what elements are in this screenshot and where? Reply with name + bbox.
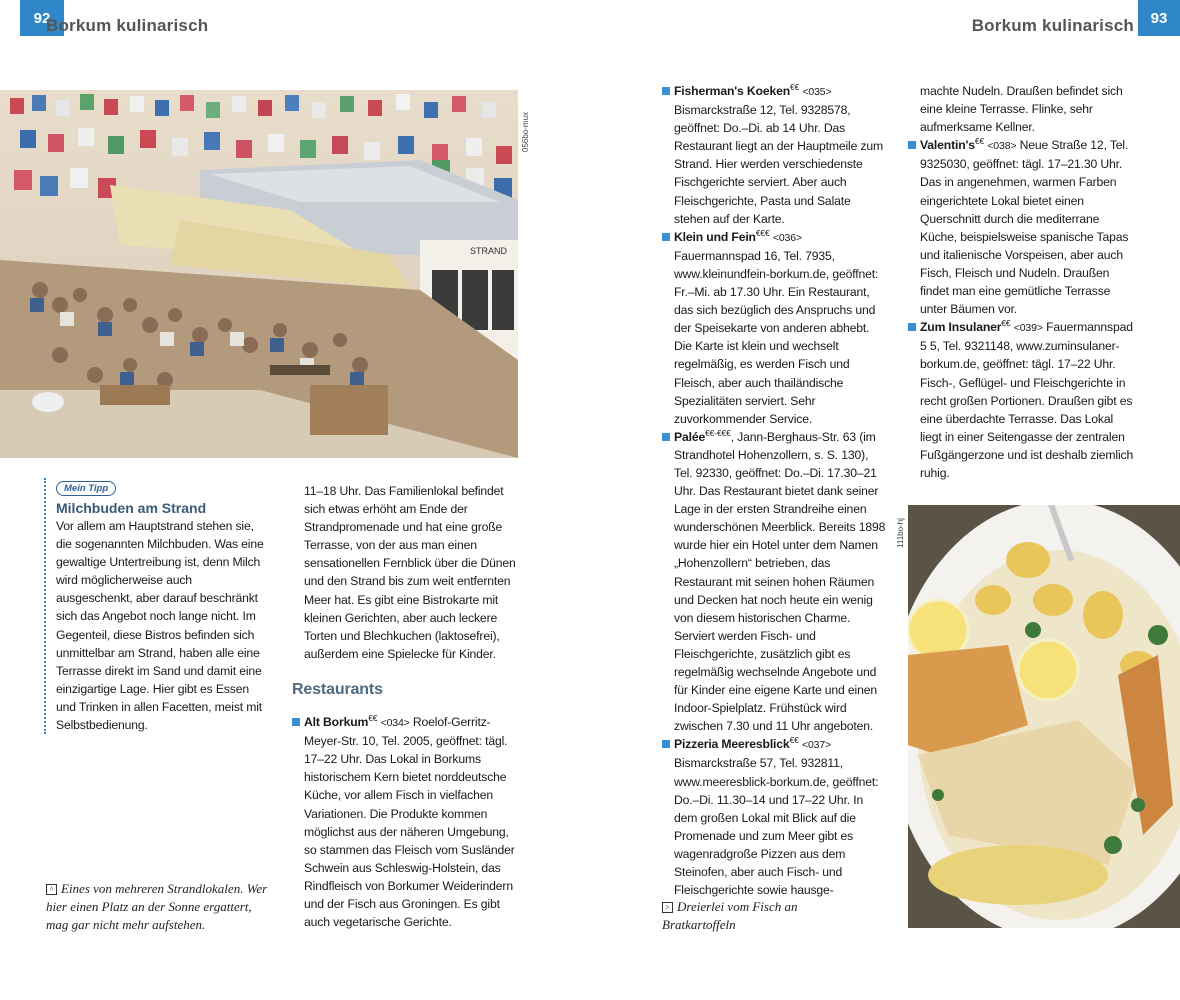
bullet-square-icon bbox=[292, 718, 300, 726]
map-code: <036> bbox=[772, 231, 802, 244]
restaurant-entry bbox=[908, 136, 1134, 318]
beach-caption bbox=[46, 880, 268, 934]
food-caption-text: Dreierlei vom Fisch an Bratkartoffeln bbox=[662, 899, 798, 932]
tip-title: Milchbuden am Strand bbox=[56, 500, 207, 516]
restaurant-entry bbox=[662, 428, 888, 736]
pizzeria-continued-text: machte Nudeln. Draußen befindet sich eine kleine Terrasse. Flinke, sehr aufmerksame Kellner. bbox=[920, 84, 1123, 135]
tip-badge: Mein Tipp bbox=[56, 481, 116, 496]
beach-photo-credit: 056bo-mux bbox=[521, 111, 530, 152]
map-code: <035> bbox=[802, 86, 832, 98]
caption-right-arrow-icon: > bbox=[662, 902, 673, 913]
restaurant-text: Fauermannspad 5 5, Tel. 9321148, www.zuminsulaner-borkum.de, geöffnet: tägl. 17–22 Uhr. Fisch-, Geflügel- und Fleischgerichte in recht großen Portionen. Draußen gibt es eine überdachte Terrasse. Das Lokal liegt in einer Seitengasse der zentralen Fußgängerzone und ist deshalb ziemlich ruhig. bbox=[920, 320, 1134, 480]
beach-photo bbox=[0, 90, 518, 458]
restaurant-name: Valentin's bbox=[920, 138, 975, 153]
tip-text: Vor allem am Hauptstrand stehen sie, die sogenannten Milchbuden. Was eine gewaltige Untertreibung ist, denn Milch wird möglicherweise auch ausgeschenkt, aber darauf beschränkt sich das Angebot noch lange nicht. Im Gegenteil, diese Bistros befinden sich unmittelbar am Strand, haben alle eine Terrasse direkt im Sand und damit eine einzigartige Lage. Hier gibt es Essen und Trinken in allen Facetten, meist mit Selbstbedienung. bbox=[56, 519, 264, 733]
restaurant-entry bbox=[662, 82, 888, 228]
restaurant-text: Bismarckstraße 57, Tel. 932811, www.meeresblick-borkum.de, geöffnet: Do.–Di. 11.30–14 und 17–22 Uhr. In dem großen Lokal mit Blick auf die Promenade und zum Meer gibt es wagenradgroße Pizzen aus dem Steinofen, aber auch Fisch- und Fleischgerichte sowie hausge- bbox=[674, 756, 879, 898]
restaurant-entry bbox=[662, 228, 888, 428]
right-page-number: 93 bbox=[1138, 0, 1180, 36]
restaurant-text: Fauermannspad 16, Tel. 7935, www.kleinundfein-borkum.de, geöffnet: Fr.–Mi. ab 17.30 Uhr. Ein Restaurant, das sich bezüglich des Anspruchs und der Speisekarte von anderen abhebt. Die Karte ist klein und wechselt regelmäßig, es werden Fisch und Fleisch, aber auch thailändische Spezialitäten serviert. Sehr zuvorkommender Service. bbox=[674, 248, 879, 426]
restaurant-text: , Jann-Berghaus-Str. 63 (im Strandhotel Hohenzollern, s. S. 130), Tel. 92330, geöffnet: Do.–Di. 17.30–21 Uhr. Das Restaurant bietet dank seiner Lage in der ersten Strandreihe einen wunderschönen Meerblick. Bereits 1898 wurde hier ein Hotel unter dem Namen „Hohenzollern“ betrieben, das Restaurant mit seinen hohen Räumen und Decken hat noch heute ein wenig von diesem historischen Charme. Serviert werden Fisch- und Fleischgerichte, zusätzlich gibt es regelmäßig wechselnde Angebote und für Kinder eine eigene Karte und einen Indoor-Spielplatz. Frühstück wird zwischen 7.30 und 11 Uhr angeboten. bbox=[674, 429, 886, 734]
restaurant-text: Bismarckstraße 12, Tel. 9328578, geöffnet: Do.–Di. ab 14 Uhr. Das Restaurant liegt an der Hauptmeile zum Strand. Hier werden verschiedenste Fischgerichte serviert. Aber auch Fleischgerichte, Pasta und Salate stehen auf der Karte. bbox=[674, 103, 884, 226]
right-running-head: Borkum kulinarisch bbox=[971, 16, 1134, 35]
tip-box bbox=[44, 478, 266, 734]
price-indicator: €€ bbox=[1001, 318, 1011, 329]
restaurant-name: Pizzeria Meeresblick bbox=[674, 737, 790, 752]
price-indicator: €€ bbox=[790, 81, 800, 92]
section-title-restaurants: Restaurants bbox=[292, 680, 383, 698]
bullet-square-icon bbox=[908, 323, 916, 331]
column-3 bbox=[662, 82, 888, 899]
price-indicator: €€-€€€ bbox=[705, 427, 731, 438]
beach-sign-text: STRAND bbox=[470, 246, 508, 256]
restaurant-text: Roelof-Gerritz-Meyer-Str. 10, Tel. 2005, geöffnet: tägl. 17–22 Uhr. Das Lokal in Borkums historischem Kern bietet norddeutsche Küche, vor allem Fisch in vielfachen Variationen. Die Produkte kommen möglichst aus der näheren Umgebung, so stammen das Fleisch vom Susländer Schwein aus Schleswig-Holstein, das Rindfleisch von Borkumer Weiderindern und der Fisch aus Groningen. Es gibt auch vegetarische Gerichte. bbox=[304, 715, 515, 930]
left-page-number: 92 bbox=[20, 0, 64, 36]
food-photo-credit: 111bo-hj bbox=[896, 518, 905, 548]
restaurant-name: Zum Insulaner bbox=[920, 320, 1002, 335]
bullet-square-icon bbox=[662, 87, 670, 95]
bullet-square-icon bbox=[662, 740, 670, 748]
map-code: <039> bbox=[1013, 322, 1043, 335]
restaurant-name: Fisherman's Koeken bbox=[674, 84, 791, 98]
bullet-square-icon bbox=[662, 433, 670, 441]
restaurant-name: Klein und Fein bbox=[674, 229, 756, 244]
column-2 bbox=[292, 482, 518, 931]
restaurant-entry bbox=[292, 713, 518, 931]
price-indicator: €€ bbox=[974, 136, 985, 147]
map-code: <034> bbox=[380, 717, 410, 730]
family-lokal-text: 11–18 Uhr. Das Familienlokal befindet sich etwas erhöht am Ende der Strandpromenade und hat eine große Terrasse, von der aus man einen sensationellen Fernblick über die Dünen und den Strand bis zum weit entfernten Meer hat. Es gibt eine Bistrokarte mit kleinen Gerichten, aber auch leckere Torten und Blechkuchen (laktosefrei), außerdem eine Spielecke für Kinder. bbox=[304, 484, 516, 661]
beach-caption-text: Eines von mehreren Strandlokalen. Wer hier einen Platz an der Sonne ergattert, mag gar nicht mehr aufstehen. bbox=[46, 881, 268, 932]
food-photo bbox=[908, 505, 1180, 928]
bullet-square-icon bbox=[908, 141, 916, 149]
caption-up-arrow-icon: ^ bbox=[46, 884, 57, 895]
food-caption bbox=[662, 898, 862, 934]
restaurant-name: Alt Borkum bbox=[304, 715, 369, 730]
restaurant-entry bbox=[908, 318, 1134, 482]
column-4 bbox=[908, 82, 1134, 482]
price-indicator: €€ bbox=[368, 712, 378, 723]
restaurant-name: Paléе bbox=[674, 429, 706, 444]
restaurant-entry bbox=[662, 735, 888, 899]
map-code: <037> bbox=[801, 739, 832, 752]
price-indicator: €€ bbox=[789, 735, 799, 746]
left-running-head: Borkum kulinarisch bbox=[46, 16, 209, 35]
price-indicator: €€€ bbox=[755, 227, 770, 238]
bullet-square-icon bbox=[662, 233, 670, 241]
restaurant-text: Neue Straße 12, Tel. 9325030, geöffnet: tägl. 17–21.30 Uhr. Das in angenehmen, warmen Farben eingerichtete Lokal bietet einen Querschnitt durch die mediterrane Küche, beispielsweise spanische Tapas und italienische Vorspeisen, aber auch Fisch, Fleisch und Nudeln. Draußen findet man eine gemütliche Terrasse unter Bäumen vor. bbox=[920, 138, 1129, 317]
map-code: <038> bbox=[987, 140, 1017, 153]
